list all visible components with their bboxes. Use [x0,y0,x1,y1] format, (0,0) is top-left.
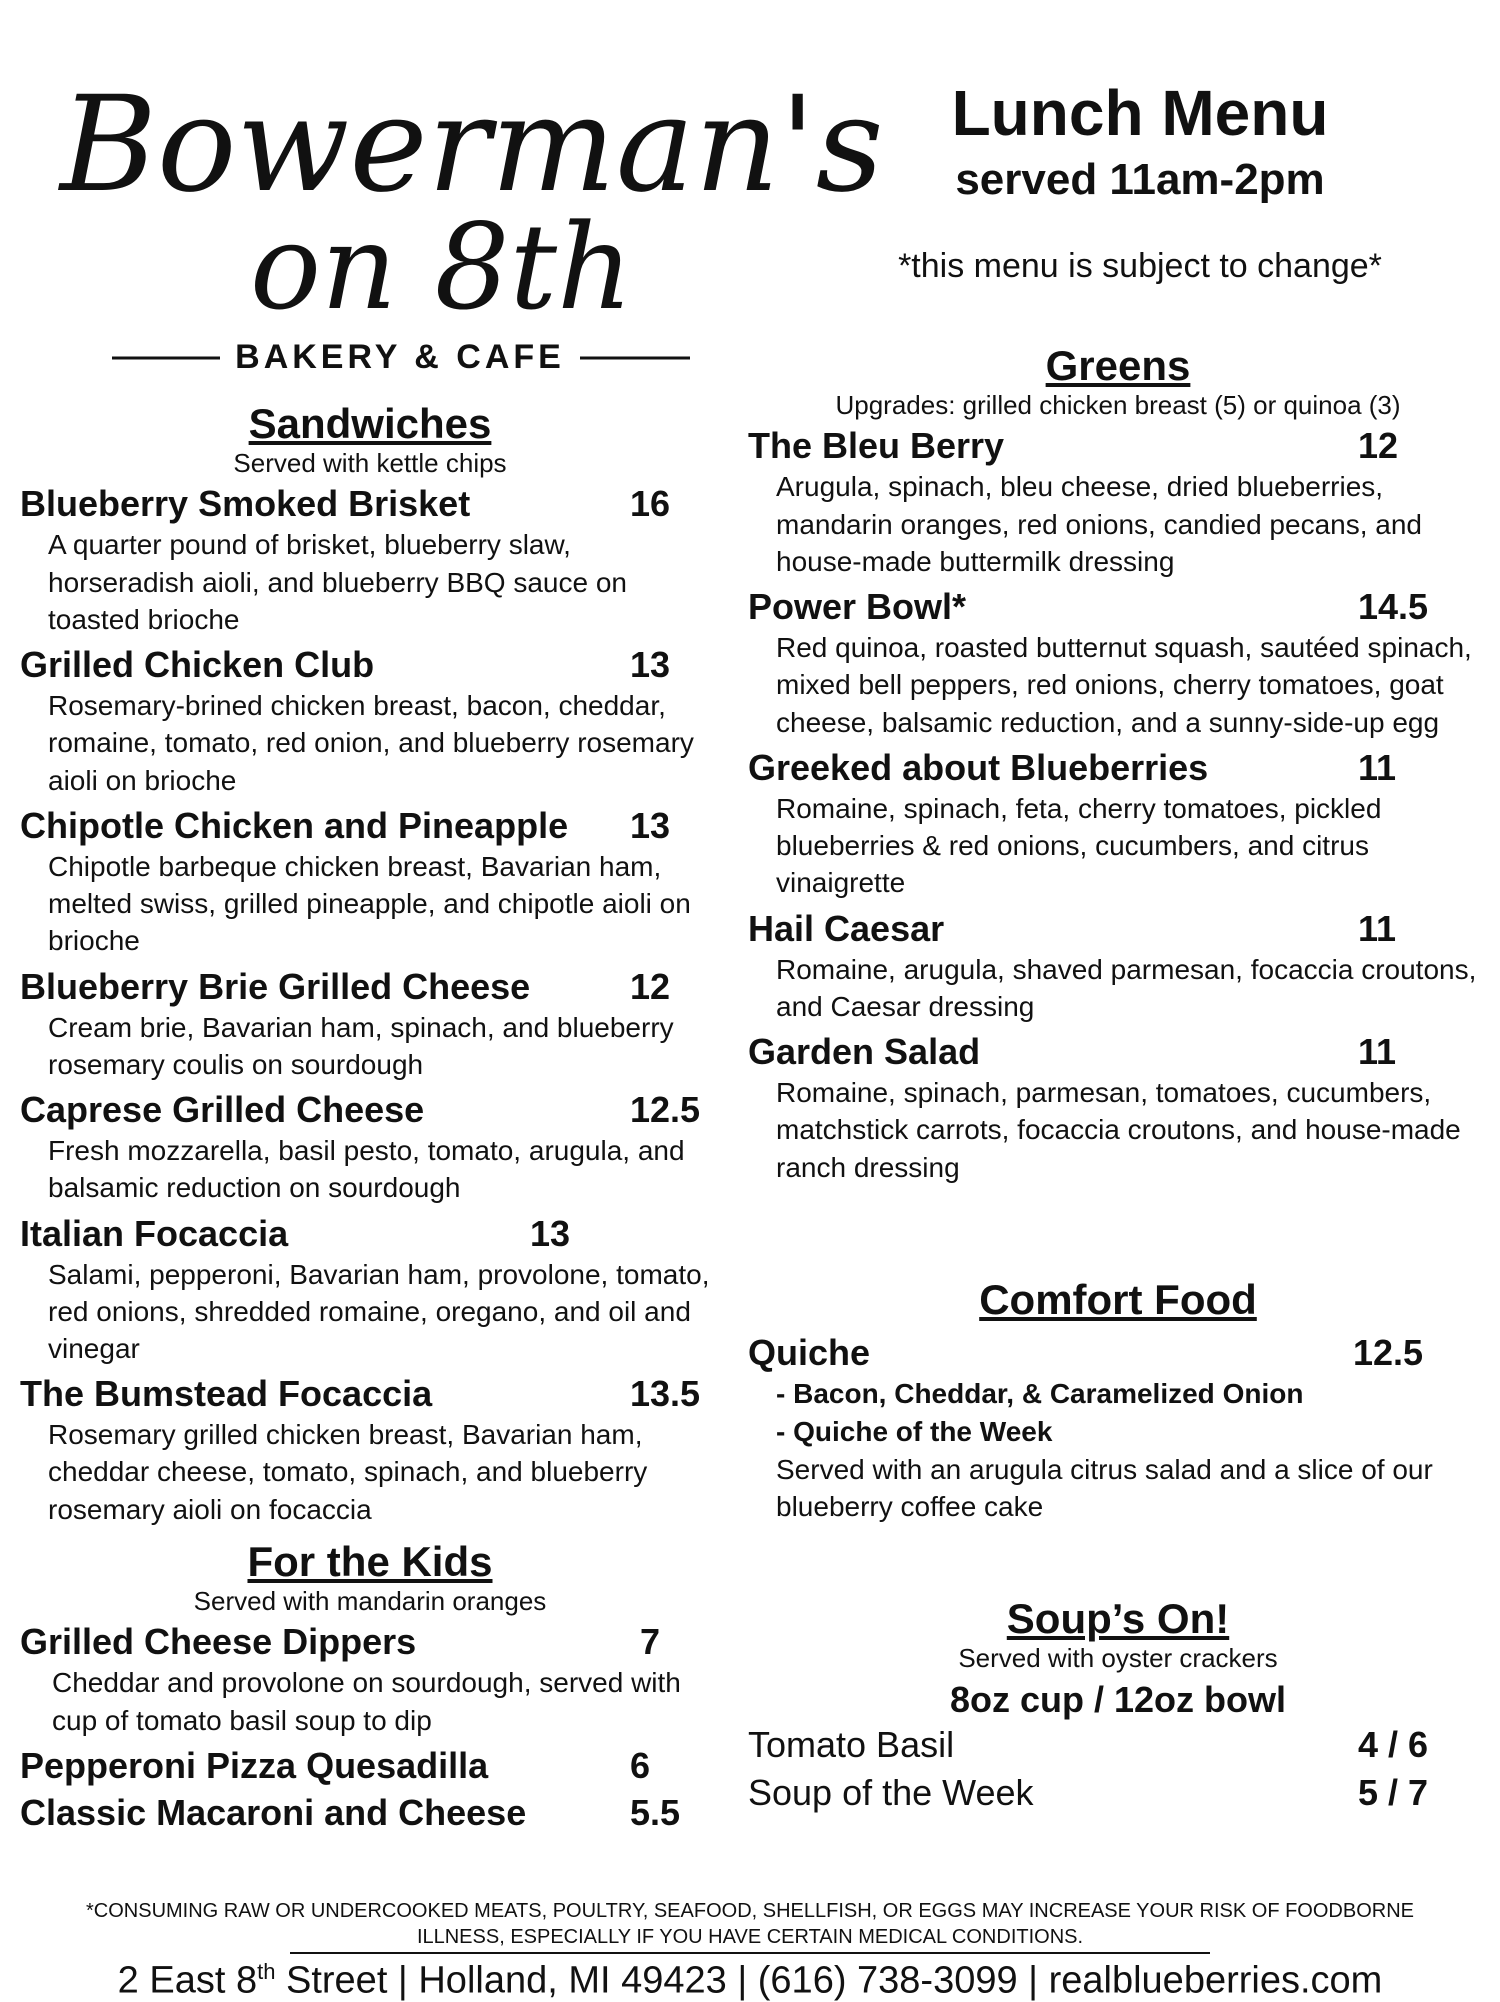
health-disclaimer: *CONSUMING RAW OR UNDERCOOKED MEATS, POULTRY, SEAFOOD, SHELLFISH, OR EGGS MAY INCREASE YOUR RISK OF FOODBORNE ILLNESS, ESPECIALLY IF YOU HAVE CERTAIN MEDICAL CONDITIONS. [86,1900,1414,1948]
item-price: 5.5 [630,1791,681,1833]
comfort-section [748,1276,1488,1525]
item-description: Cream brie, Bavarian ham, spinach, and blueberry rosemary coulis on sourdough [48,1011,674,1080]
item-price: 11 [1358,1031,1397,1073]
menu-item [20,1087,720,1206]
address-suffix: th [257,1959,276,1984]
item-description: Cheddar and provolone on sourdough, served with cup of tomato basil soup to dip [52,1667,681,1736]
item-description: Romaine, spinach, parmesan, tomatoes, cucumbers, matchstick carrots, focaccia croutons, and house-made ranch dressing [776,1077,1461,1183]
item-price: 12 [630,965,671,1007]
footer-contact [0,1960,1500,2002]
item-description: Rosemary grilled chicken breast, Bavarian ham, cheddar cheese, tomato, spinach, and blueberry rosemary aioli on focaccia [48,1419,648,1525]
item-name: Blueberry Smoked Brisket [20,483,471,525]
quiche-option: - Quiche of the Week [776,1415,1053,1447]
item-price: 6 [630,1744,651,1786]
item-price: 12 [1358,425,1399,467]
menu-item [20,1371,720,1528]
left-column [20,400,720,1835]
item-name: Blueberry Brie Grilled Cheese [20,965,531,1007]
soup-sizes: 8oz cup / 12oz bowl [949,1678,1287,1720]
item-description: Rosemary-brined chicken breast, bacon, cheddar, romaine, tomato, red onion, and blueberry rosemary aioli on brioche [48,690,694,796]
logo-name-line2: on 8th [250,198,634,336]
item-price: 12.5 [630,1089,701,1131]
menu-item [20,1743,720,1788]
item-price: 13 [630,644,671,686]
item-price: 11 [1358,746,1397,788]
section-title-greens: Greens [1045,342,1191,389]
menu-item [20,642,720,799]
menu-title: Lunch Menu [951,77,1329,149]
item-description: Romaine, arugula, shaved parmesan, focaccia croutons, and Caesar dressing [776,953,1477,1022]
item-name: Italian Focaccia [20,1212,289,1254]
item-description: Romaine, spinach, feta, cherry tomatoes, pickled blueberries & red onions, cucumbers, and citrus vinaigrette [776,792,1382,899]
section-title-soup: Soup’s On! [1006,1595,1230,1643]
item-name: Pepperoni Pizza Quesadilla [20,1744,489,1786]
section-subtitle-sandwiches: Served with kettle chips [233,448,507,479]
address-number: 2 East 8 [117,1959,258,2002]
item-price: 16 [630,483,671,525]
item-description: Chipotle barbeque chicken breast, Bavarian ham, melted swiss, grilled pineapple, and chipotle aioli on brioche [48,850,691,957]
item-price: 13 [530,1212,571,1254]
soup-section [748,1595,1488,1818]
item-name: Garden Salad [748,1031,981,1073]
item-name: Caprese Grilled Cheese [20,1089,425,1131]
section-title-kids: For the Kids [247,1537,493,1585]
menu-item [748,423,1488,580]
soup-price: 5 / 7 [1358,1772,1429,1814]
item-price: 14.5 [1358,586,1429,628]
address-rest: Street | Holland, MI 49423 | (616) 738-3099 | realblueberries.com [275,1959,1383,2002]
menu-item [748,745,1488,902]
item-name: Hail Caesar [748,907,945,949]
logo [40,40,884,380]
item-price: 12.5 [1353,1332,1424,1374]
item-price: 11 [1358,907,1397,949]
item-price: 13 [630,804,671,846]
menu-item [748,584,1488,741]
section-subtitle-greens: Upgrades: grilled chicken breast (5) or quinoa (3) [835,390,1401,421]
item-description: Served with an arugula citrus salad and a slice of our blueberry coffee cake [776,1453,1433,1522]
menu-item [20,481,720,638]
section-subtitle-soup: Served with oyster crackers [958,1643,1278,1674]
menu-item [748,906,1488,1025]
section-title-comfort: Comfort Food [979,1275,1257,1323]
item-name: The Bumstead Focaccia [20,1373,433,1415]
soup-name: Tomato Basil [748,1723,955,1765]
logo-graphic [40,40,884,380]
menu-item [20,1790,720,1835]
logo-tagline: BAKERY & CAFE [235,338,565,376]
item-description: Fresh mozzarella, basil pesto, tomato, arugula, and balsamic reduction on sourdough [48,1135,685,1204]
menu-hours: served 11am-2pm [955,155,1325,205]
item-description: A quarter pound of brisket, blueberry slaw, horseradish aioli, and blueberry BBQ sauce on toasted brioche [48,529,628,635]
item-description: Red quinoa, roasted butternut squash, sautéed spinach, mixed bell peppers, red onions, cherry tomatoes, goat cheese, balsamic reduction, and a sunny-side-up egg [776,632,1472,738]
menu-note: *this menu is subject to change* [898,247,1382,286]
menu-header [820,77,1460,286]
quiche-option: - Bacon, Cheddar, & Caramelized Onion [776,1378,1304,1410]
item-price: 7 [640,1621,661,1663]
item-name: Greeked about Blueberries [748,746,1209,788]
menu-item [748,1029,1488,1186]
section-title-sandwiches: Sandwiches [248,400,492,447]
logo-name-line1: Bowerman's [60,68,884,222]
menu-item [20,1211,720,1368]
item-name: Classic Macaroni and Cheese [20,1791,527,1833]
item-name: Chipotle Chicken and Pineapple [20,804,569,846]
soup-price: 4 / 6 [1358,1723,1429,1765]
item-name: Power Bowl* [748,586,967,628]
menu-item [20,964,720,1083]
item-name: Quiche [748,1332,871,1374]
menu-item [20,1619,720,1738]
soup-name: Soup of the Week [748,1772,1034,1814]
item-name: The Bleu Berry [748,425,1005,467]
item-description: Salami, pepperoni, Bavarian ham, provolone, tomato, red onions, shredded romaine, oregano, and oil and vinegar [48,1258,710,1364]
menu-item [20,803,720,960]
footer-divider [290,1952,1210,1954]
soup-row [748,1769,1488,1818]
item-name: Grilled Chicken Club [20,644,375,686]
section-subtitle-kids: Served with mandarin oranges [193,1586,547,1617]
right-column [748,342,1488,1818]
item-description: Arugula, spinach, bleu cheese, dried blueberries, mandarin oranges, red onions, candied pecans, and house-made buttermilk dressing [776,471,1422,577]
item-price: 13.5 [630,1373,701,1415]
item-name: Grilled Cheese Dippers [20,1621,417,1663]
soup-row [748,1721,1488,1770]
